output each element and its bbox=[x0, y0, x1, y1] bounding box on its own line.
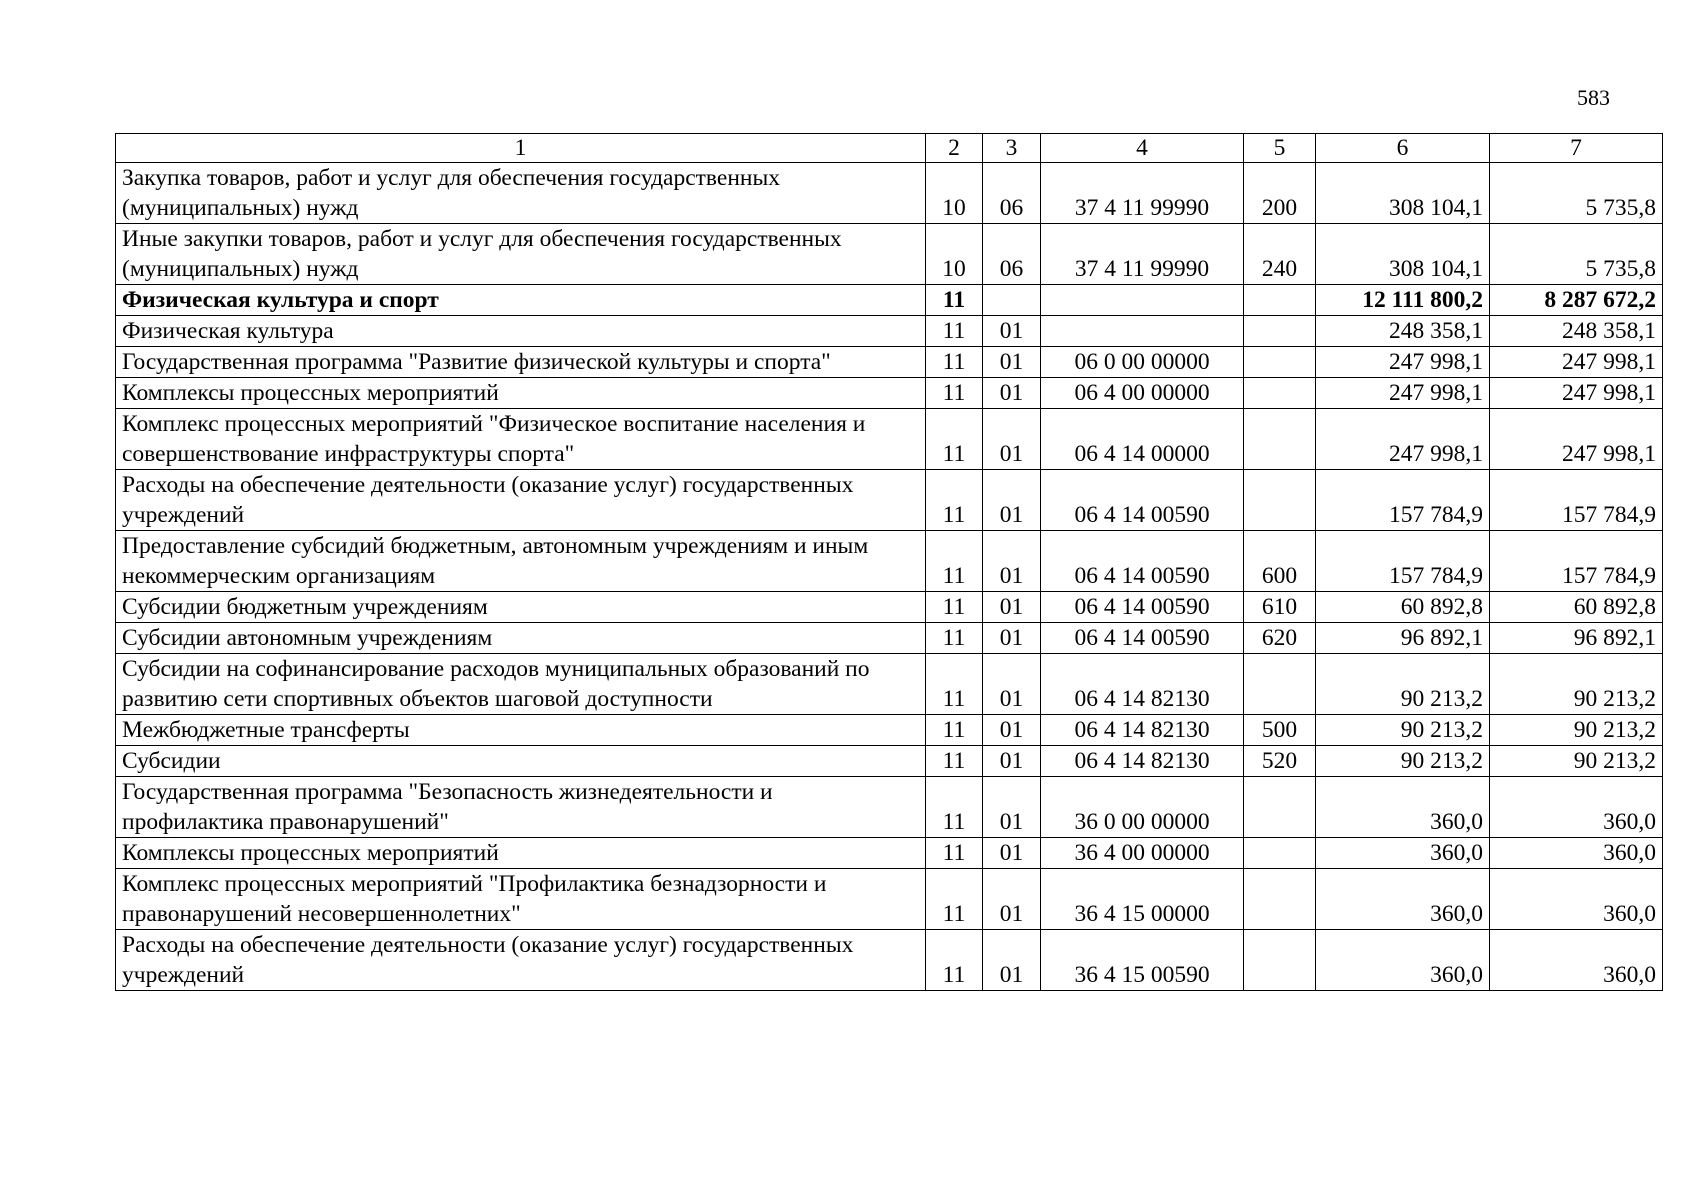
row-name-cell: Субсидии bbox=[116, 746, 926, 777]
row-amount-2-cell: 5 735,8 bbox=[1490, 163, 1663, 224]
row-target-article-cell: 06 4 14 82130 bbox=[1041, 715, 1244, 746]
row-amount-1-cell: 360,0 bbox=[1316, 930, 1490, 991]
row-section-cell: 10 bbox=[926, 163, 983, 224]
row-amount-1-cell: 157 784,9 bbox=[1316, 470, 1490, 531]
row-amount-2-cell: 247 998,1 bbox=[1490, 378, 1663, 409]
row-amount-1-cell: 308 104,1 bbox=[1316, 224, 1490, 285]
row-name-cell: Расходы на обеспечение деятельности (оказание услуг) государственных учреждений bbox=[116, 470, 926, 531]
row-expense-type-cell bbox=[1244, 347, 1316, 378]
row-section-cell: 11 bbox=[926, 654, 983, 715]
row-expense-type-cell bbox=[1244, 409, 1316, 470]
row-amount-2-cell: 60 892,8 bbox=[1490, 592, 1663, 623]
row-section-cell: 10 bbox=[926, 224, 983, 285]
row-amount-1-cell: 90 213,2 bbox=[1316, 746, 1490, 777]
row-target-article-cell: 37 4 11 99990 bbox=[1041, 163, 1244, 224]
row-section-cell: 11 bbox=[926, 838, 983, 869]
row-subsection-cell: 01 bbox=[983, 409, 1041, 470]
row-amount-1-cell: 248 358,1 bbox=[1316, 316, 1490, 347]
row-amount-2-cell: 157 784,9 bbox=[1490, 531, 1663, 592]
row-expense-type-cell: 600 bbox=[1244, 531, 1316, 592]
table-row bbox=[116, 746, 1663, 777]
row-target-article-cell bbox=[1041, 316, 1244, 347]
row-expense-type-cell: 240 bbox=[1244, 224, 1316, 285]
table-row bbox=[116, 715, 1663, 746]
row-amount-2-cell: 157 784,9 bbox=[1490, 470, 1663, 531]
row-name-cell: Субсидии автономным учреждениям bbox=[116, 623, 926, 654]
row-amount-1-cell: 12 111 800,2 bbox=[1316, 285, 1490, 316]
row-name-cell: Физическая культура bbox=[116, 316, 926, 347]
row-section-cell: 11 bbox=[926, 285, 983, 316]
header-col-3: 3 bbox=[983, 134, 1041, 163]
row-amount-2-cell: 247 998,1 bbox=[1490, 409, 1663, 470]
row-section-cell: 11 bbox=[926, 746, 983, 777]
row-name-cell: Субсидии на софинансирование расходов муниципальных образований по развитию сети спортивных объектов шаговой доступности bbox=[116, 654, 926, 715]
table-row bbox=[116, 163, 1663, 224]
row-subsection-cell: 01 bbox=[983, 470, 1041, 531]
row-section-cell: 11 bbox=[926, 316, 983, 347]
row-expense-type-cell: 620 bbox=[1244, 623, 1316, 654]
row-target-article-cell: 06 4 00 00000 bbox=[1041, 378, 1244, 409]
row-amount-2-cell: 247 998,1 bbox=[1490, 347, 1663, 378]
row-expense-type-cell bbox=[1244, 930, 1316, 991]
row-amount-1-cell: 247 998,1 bbox=[1316, 347, 1490, 378]
row-amount-2-cell: 90 213,2 bbox=[1490, 654, 1663, 715]
row-name-cell: Комплекс процессных мероприятий "Профилактика безнадзорности и правонарушений несовершеннолетних" bbox=[116, 869, 926, 930]
table-header-row bbox=[116, 134, 1663, 163]
header-col-1: 1 bbox=[116, 134, 926, 163]
row-amount-1-cell: 247 998,1 bbox=[1316, 409, 1490, 470]
row-amount-1-cell: 247 998,1 bbox=[1316, 378, 1490, 409]
row-target-article-cell: 37 4 11 99990 bbox=[1041, 224, 1244, 285]
row-expense-type-cell bbox=[1244, 470, 1316, 531]
row-expense-type-cell bbox=[1244, 316, 1316, 347]
row-target-article-cell: 06 4 14 00000 bbox=[1041, 409, 1244, 470]
row-expense-type-cell bbox=[1244, 654, 1316, 715]
table-row bbox=[116, 316, 1663, 347]
table-row bbox=[116, 531, 1663, 592]
row-expense-type-cell bbox=[1244, 777, 1316, 838]
row-amount-2-cell: 5 735,8 bbox=[1490, 224, 1663, 285]
header-col-7: 7 bbox=[1490, 134, 1663, 163]
row-subsection-cell: 01 bbox=[983, 316, 1041, 347]
row-amount-1-cell: 157 784,9 bbox=[1316, 531, 1490, 592]
table-row bbox=[116, 224, 1663, 285]
budget-table bbox=[115, 133, 1663, 991]
row-subsection-cell: 01 bbox=[983, 592, 1041, 623]
row-expense-type-cell bbox=[1244, 285, 1316, 316]
row-section-cell: 11 bbox=[926, 869, 983, 930]
page-number: 583 bbox=[1577, 85, 1610, 110]
row-name-cell: Субсидии бюджетным учреждениям bbox=[116, 592, 926, 623]
row-amount-2-cell: 90 213,2 bbox=[1490, 715, 1663, 746]
row-name-cell: Закупка товаров, работ и услуг для обеспечения государственных (муниципальных) нужд bbox=[116, 163, 926, 224]
row-expense-type-cell bbox=[1244, 869, 1316, 930]
row-subsection-cell: 01 bbox=[983, 654, 1041, 715]
table-row bbox=[116, 409, 1663, 470]
row-amount-2-cell: 360,0 bbox=[1490, 777, 1663, 838]
row-subsection-cell: 01 bbox=[983, 531, 1041, 592]
table-row bbox=[116, 930, 1663, 991]
row-amount-2-cell: 360,0 bbox=[1490, 930, 1663, 991]
row-amount-2-cell: 248 358,1 bbox=[1490, 316, 1663, 347]
header-col-4: 4 bbox=[1041, 134, 1244, 163]
row-name-cell: Иные закупки товаров, работ и услуг для обеспечения государственных (муниципальных) нужд bbox=[116, 224, 926, 285]
row-amount-1-cell: 360,0 bbox=[1316, 838, 1490, 869]
row-target-article-cell: 06 4 14 82130 bbox=[1041, 654, 1244, 715]
header-col-5: 5 bbox=[1244, 134, 1316, 163]
row-section-cell: 11 bbox=[926, 930, 983, 991]
row-target-article-cell: 06 4 14 82130 bbox=[1041, 746, 1244, 777]
row-section-cell: 11 bbox=[926, 409, 983, 470]
row-target-article-cell: 06 4 14 00590 bbox=[1041, 592, 1244, 623]
row-target-article-cell: 06 4 14 00590 bbox=[1041, 470, 1244, 531]
row-name-cell: Комплексы процессных мероприятий bbox=[116, 838, 926, 869]
row-amount-2-cell: 90 213,2 bbox=[1490, 746, 1663, 777]
table-row bbox=[116, 838, 1663, 869]
row-section-cell: 11 bbox=[926, 715, 983, 746]
header-col-2: 2 bbox=[926, 134, 983, 163]
row-expense-type-cell: 200 bbox=[1244, 163, 1316, 224]
row-name-cell: Комплекс процессных мероприятий "Физическое воспитание населения и совершенствование инфраструктуры спорта" bbox=[116, 409, 926, 470]
row-name-cell: Расходы на обеспечение деятельности (оказание услуг) государственных учреждений bbox=[116, 930, 926, 991]
row-amount-1-cell: 60 892,8 bbox=[1316, 592, 1490, 623]
row-expense-type-cell: 520 bbox=[1244, 746, 1316, 777]
row-section-cell: 11 bbox=[926, 378, 983, 409]
row-target-article-cell: 06 4 14 00590 bbox=[1041, 623, 1244, 654]
row-amount-1-cell: 90 213,2 bbox=[1316, 654, 1490, 715]
row-target-article-cell: 06 4 14 00590 bbox=[1041, 531, 1244, 592]
table-row bbox=[116, 470, 1663, 531]
row-subsection-cell: 01 bbox=[983, 378, 1041, 409]
row-section-cell: 11 bbox=[926, 470, 983, 531]
row-name-cell: Комплексы процессных мероприятий bbox=[116, 378, 926, 409]
table-row bbox=[116, 654, 1663, 715]
row-name-cell: Физическая культура и спорт bbox=[116, 285, 926, 316]
row-subsection-cell bbox=[983, 285, 1041, 316]
row-section-cell: 11 bbox=[926, 531, 983, 592]
row-section-cell: 11 bbox=[926, 347, 983, 378]
row-name-cell: Государственная программа "Безопасность жизнедеятельности и профилактика правонарушений" bbox=[116, 777, 926, 838]
row-subsection-cell: 01 bbox=[983, 869, 1041, 930]
row-name-cell: Межбюджетные трансферты bbox=[116, 715, 926, 746]
row-expense-type-cell bbox=[1244, 378, 1316, 409]
row-amount-2-cell: 96 892,1 bbox=[1490, 623, 1663, 654]
row-subsection-cell: 01 bbox=[983, 347, 1041, 378]
row-section-cell: 11 bbox=[926, 592, 983, 623]
row-amount-1-cell: 360,0 bbox=[1316, 869, 1490, 930]
table-row bbox=[116, 869, 1663, 930]
row-section-cell: 11 bbox=[926, 777, 983, 838]
table-row bbox=[116, 378, 1663, 409]
row-target-article-cell: 36 4 15 00000 bbox=[1041, 869, 1244, 930]
row-expense-type-cell: 500 bbox=[1244, 715, 1316, 746]
table-row bbox=[116, 777, 1663, 838]
row-subsection-cell: 01 bbox=[983, 777, 1041, 838]
row-amount-1-cell: 96 892,1 bbox=[1316, 623, 1490, 654]
table-row bbox=[116, 592, 1663, 623]
row-amount-2-cell: 360,0 bbox=[1490, 869, 1663, 930]
row-subsection-cell: 06 bbox=[983, 163, 1041, 224]
header-col-6: 6 bbox=[1316, 134, 1490, 163]
row-target-article-cell bbox=[1041, 285, 1244, 316]
row-target-article-cell: 06 0 00 00000 bbox=[1041, 347, 1244, 378]
row-amount-1-cell: 90 213,2 bbox=[1316, 715, 1490, 746]
row-expense-type-cell: 610 bbox=[1244, 592, 1316, 623]
row-amount-2-cell: 8 287 672,2 bbox=[1490, 285, 1663, 316]
row-name-cell: Государственная программа "Развитие физической культуры и спорта" bbox=[116, 347, 926, 378]
row-expense-type-cell bbox=[1244, 838, 1316, 869]
row-subsection-cell: 06 bbox=[983, 224, 1041, 285]
row-subsection-cell: 01 bbox=[983, 838, 1041, 869]
table-row bbox=[116, 623, 1663, 654]
row-amount-1-cell: 360,0 bbox=[1316, 777, 1490, 838]
row-target-article-cell: 36 4 00 00000 bbox=[1041, 838, 1244, 869]
row-amount-1-cell: 308 104,1 bbox=[1316, 163, 1490, 224]
row-subsection-cell: 01 bbox=[983, 746, 1041, 777]
row-subsection-cell: 01 bbox=[983, 715, 1041, 746]
table-row bbox=[116, 285, 1663, 316]
row-target-article-cell: 36 0 00 00000 bbox=[1041, 777, 1244, 838]
row-name-cell: Предоставление субсидий бюджетным, автономным учреждениям и иным некоммерческим организациям bbox=[116, 531, 926, 592]
row-subsection-cell: 01 bbox=[983, 623, 1041, 654]
row-target-article-cell: 36 4 15 00590 bbox=[1041, 930, 1244, 991]
table-row bbox=[116, 347, 1663, 378]
row-subsection-cell: 01 bbox=[983, 930, 1041, 991]
row-amount-2-cell: 360,0 bbox=[1490, 838, 1663, 869]
row-section-cell: 11 bbox=[926, 623, 983, 654]
